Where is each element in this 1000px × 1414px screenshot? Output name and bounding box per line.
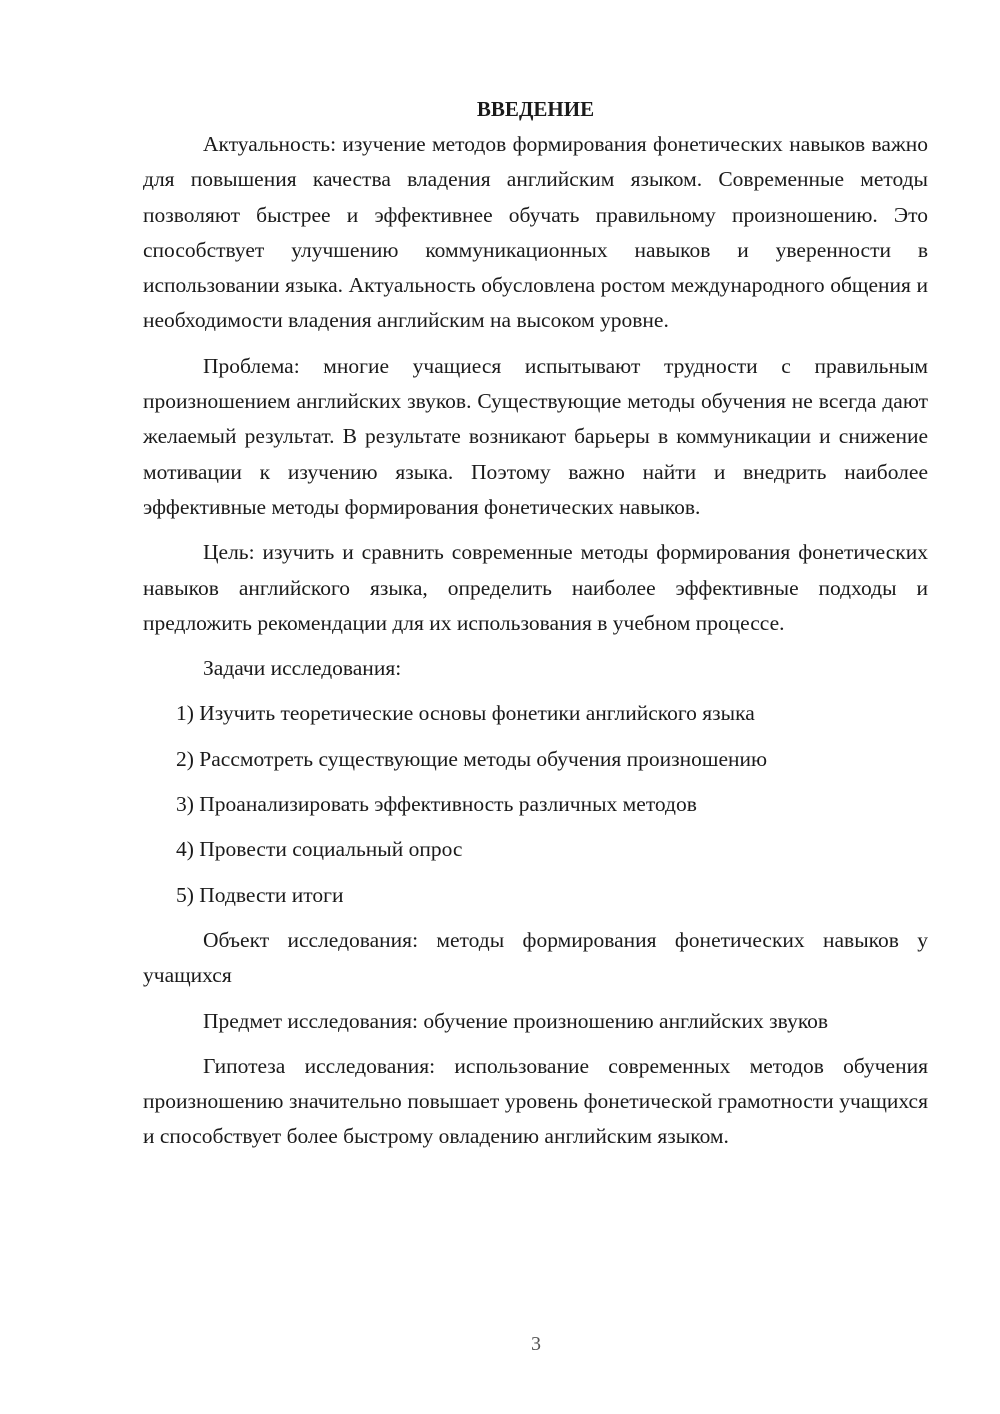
- paragraph-goal: Цель: изучить и сравнить современные методы формирования фонетических навыков английского языка, определить наиболее эффективные подходы и предложить рекомендации для их использования в учебном процессе.: [143, 540, 928, 635]
- paragraph-object: Объект исследования: методы формирования фонетических навыков у учащихся: [143, 927, 928, 988]
- paragraph-subject: Предмет исследования: обучение произношению английских звуков: [203, 1008, 829, 1033]
- tasks-heading: Задачи исследования:: [203, 656, 402, 681]
- page-number: 3: [531, 1333, 541, 1355]
- list-item: 3) Проанализировать эффективность различных методов: [176, 792, 697, 817]
- paragraph-problem: Проблема: многие учащиеся испытывают трудности с правильным произношением английских звуков. Существующие методы обучения не всегда дают желаемый результат. В результате возникают барьеры в коммуникации и снижение мотивации к изучению языка. Поэтому важно найти и внедрить наиболее эффективные методы формирования фонетических навыков.: [143, 353, 928, 519]
- list-item: 2) Рассмотреть существующие методы обучения произношению: [176, 746, 768, 771]
- section-title: ВВЕДЕНИЕ: [476, 97, 595, 121]
- tasks-list: [143, 696, 928, 912]
- paragraph-hypothesis: Гипотеза исследования: использование современных методов обучения произношению значительно повышает уровень фонетической грамотности учащихся и способствует более быстрому овладению английским языком.: [143, 1053, 928, 1149]
- list-item: 5) Подвести итоги: [176, 882, 344, 907]
- list-item: 4) Провести социальный опрос: [176, 837, 463, 862]
- paragraph-relevance: Актуальность: изучение методов формирования фонетических навыков важно для повышения качества владения английским языком. Современные методы позволяют быстрее и эффективнее обучать правильному произношению. Это способствует улучшению коммуникационных навыков и уверенности в использовании языка. Актуальность обусловлена ростом международного общения и необходимости владения английским на высоком уровне.: [143, 132, 928, 333]
- document-page: [143, 92, 928, 1155]
- list-item: 1) Изучить теоретические основы фонетики английского языка: [176, 701, 755, 726]
